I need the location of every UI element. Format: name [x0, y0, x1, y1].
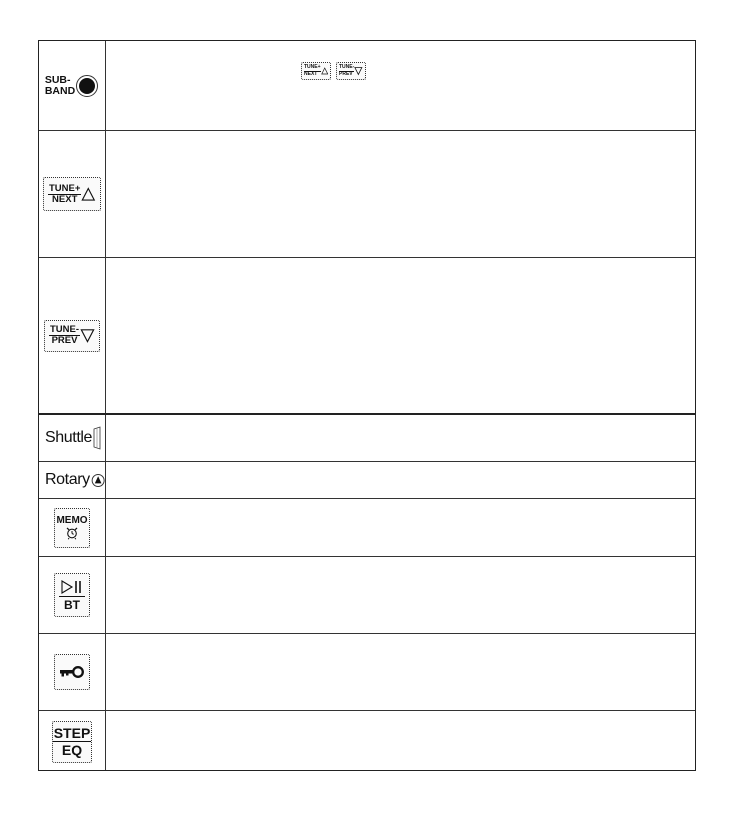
table-row — [39, 131, 695, 258]
lock-icon-cell — [39, 634, 105, 710]
tune-prev-icon-cell — [39, 258, 105, 413]
tune-next-bottom-label: NEXT — [52, 193, 78, 205]
triangle-down-icon — [354, 66, 363, 76]
button-description-table — [38, 40, 696, 771]
lock-description-cell — [106, 634, 695, 710]
tune-prev-button-icon — [44, 320, 100, 352]
sub-band-icon-cell — [39, 41, 105, 130]
small-tune-prev-icon — [336, 62, 366, 80]
step-top-label: STEP — [53, 724, 91, 741]
eq-bottom-label: EQ — [61, 741, 83, 758]
tune-prev-top-label: TUNE- — [50, 324, 80, 335]
play-bt-icon-cell — [39, 557, 105, 633]
sub-band-top-label: SUB- — [44, 73, 71, 86]
small-prev-top: TUNE- — [339, 64, 355, 70]
memo-top-label: MEMO — [56, 515, 88, 526]
tune-prev-description-cell — [106, 258, 695, 413]
table-row — [39, 415, 695, 462]
tune-next-top-label: TUNE+ — [49, 182, 81, 194]
alarm-clock-icon — [65, 526, 79, 540]
play-bt-button-icon — [54, 573, 90, 617]
tune-next-icon-cell — [39, 131, 105, 257]
shuttle-icon-cell — [39, 415, 105, 461]
play-pause-icon — [59, 579, 85, 597]
table-row — [39, 462, 695, 499]
table-row — [39, 499, 695, 557]
small-next-bottom: NEXT — [304, 70, 318, 77]
shuttle-label: Shuttle — [45, 429, 93, 446]
memo-icon-cell — [39, 499, 105, 556]
inline-tune-icons — [301, 62, 366, 80]
small-prev-bottom: PREV — [339, 70, 353, 77]
sub-band-bottom-label: BAND — [44, 84, 76, 97]
table-row — [39, 258, 695, 415]
tune-prev-bottom-label: PREV — [51, 335, 78, 346]
triangle-down-icon — [80, 327, 95, 344]
tune-next-button-icon — [43, 177, 101, 211]
rotary-description-cell — [106, 462, 695, 498]
shuttle-description-cell — [106, 415, 695, 461]
triangle-up-icon — [81, 186, 96, 203]
table-row — [39, 41, 695, 131]
tune-next-description-cell — [106, 131, 695, 257]
small-next-top: TUNE+ — [304, 64, 321, 70]
step-eq-icon-cell — [39, 711, 105, 772]
key-icon — [59, 665, 85, 679]
table-row — [39, 634, 695, 711]
sub-band-button-icon — [45, 74, 99, 98]
step-eq-description-cell — [106, 711, 695, 772]
play-bt-description-cell — [106, 557, 695, 633]
rotary-label: Rotary — [45, 471, 90, 488]
rotary-icon-cell — [39, 462, 105, 498]
sub-band-description-cell — [106, 41, 695, 130]
lock-button-icon — [54, 654, 90, 690]
play-bt-bottom-label: BT — [64, 597, 80, 612]
rotary-knob-icon — [91, 473, 105, 488]
table-row — [39, 711, 695, 772]
table-row — [39, 557, 695, 634]
filled-circle-button-icon — [75, 74, 99, 98]
small-tune-next-icon — [301, 62, 331, 80]
step-eq-button-icon — [52, 721, 92, 763]
memo-button-icon — [54, 508, 90, 548]
shuttle-switch-icon — [92, 426, 102, 450]
memo-description-cell — [106, 499, 695, 556]
triangle-up-icon — [321, 66, 328, 76]
